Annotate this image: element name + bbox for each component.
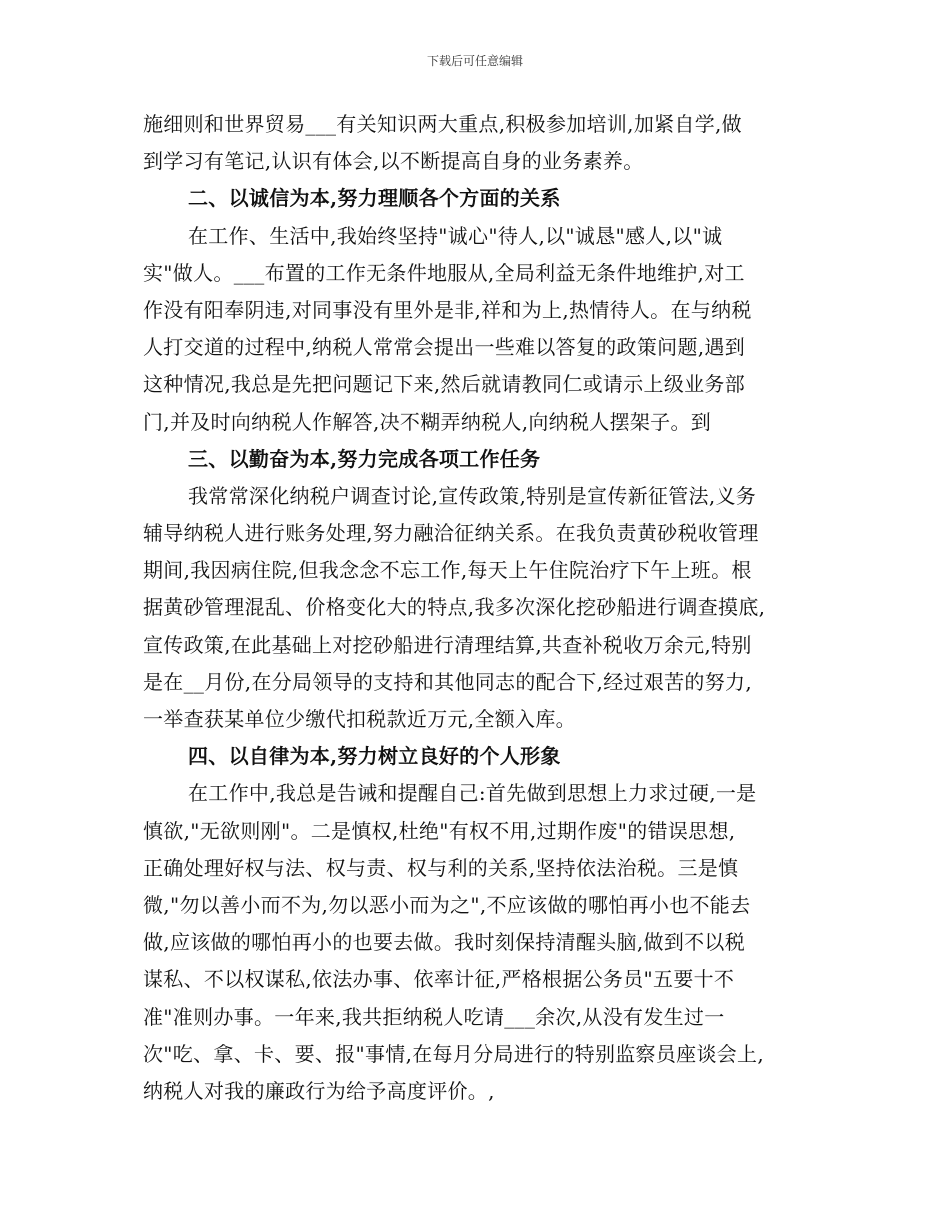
body-line: 辅导纳税人进行账务处理,努力融洽征纳关系。在我负责黄砂税收管理 bbox=[143, 521, 759, 546]
body-line: 作没有阳奉阴违,对同事没有里外是非,祥和为上,热情待人。在与纳税 bbox=[143, 297, 752, 322]
body-line: 一举查获某单位少缴代扣税款近万元,全额入库。 bbox=[143, 707, 576, 731]
section-heading: 二、以诚信为本,努力理顺各个方面的关系 bbox=[188, 186, 561, 211]
body-line: 次"吃、拿、卡、要、报"事情,在每月分局进行的特别监察员座谈会上, bbox=[143, 1041, 765, 1066]
body-line: 微,"勿以善小而不为,勿以恶小而为之",不应该做的哪怕再小也不能去 bbox=[143, 892, 751, 917]
body-line: 期间,我因病住院,但我念念不忘工作,每天上午住院治疗下午上班。根 bbox=[143, 558, 752, 583]
section-heading: 四、以自律为本,努力树立良好的个人形象 bbox=[188, 744, 561, 769]
body-line: 是在__月份,在分局领导的支持和其他同志的配合下,经过艰苦的努力, bbox=[143, 669, 752, 694]
body-line: 准"准则办事。一年来,我共拒纳税人吃请___余次,从没有发生过一 bbox=[143, 1004, 725, 1029]
body-line: 实"做人。___布置的工作无条件地服从,全局利益无条件地维护,对工 bbox=[143, 260, 745, 285]
body-line: 这种情况,我总是先把问题记下来,然后就请教同仁或请示上级业务部 bbox=[143, 372, 746, 397]
body-line: 在工作中,我总是告诫和提醒自己:首先做到思想上力求过硬,一是 bbox=[188, 781, 757, 806]
section-heading: 三、以勤奋为本,努力完成各项工作任务 bbox=[188, 446, 541, 471]
body-line: 门,并及时向纳税人作解答,决不糊弄纳税人,向纳税人摆架子。到 bbox=[143, 409, 712, 434]
body-line: 在工作、生活中,我始终坚持"诚心"待人,以"诚恳"感人,以"诚 bbox=[188, 223, 723, 248]
body-line: 纳税人对我的廉政行为给予高度评价。, bbox=[143, 1078, 495, 1103]
body-line: 到学习有笔记,认识有体会,以不断提高自身的业务素养。 bbox=[143, 149, 644, 174]
body-line: 我常常深化纳税户调查讨论,宣传政策,特别是宣传新征管法,义务 bbox=[188, 483, 757, 508]
body-line: 做,应该做的哪怕再小的也要去做。我时刻保持清醒头脑,做到不以税 bbox=[143, 930, 746, 955]
document-body bbox=[143, 106, 808, 1110]
body-line: 据黄砂管理混乱、价格变化大的特点,我多次深化挖砂船进行调查摸底, bbox=[143, 595, 766, 620]
body-line: 宣传政策,在此基础上对挖砂船进行清理结算,共查补税收万余元,特别 bbox=[143, 632, 752, 657]
page-header: 下载后可任意编辑 bbox=[426, 54, 523, 68]
body-line: 慎欲,"无欲则刚"。二是慎权,杜绝"有权不用,过期作废"的错误思想, bbox=[143, 818, 736, 843]
body-line: 人打交道的过程中,纳税人常常会提出一些难以答复的政策问题,遇到 bbox=[143, 335, 746, 360]
body-line: 施细则和世界贸易___有关知识两大重点,积极参加培训,加紧自学,做 bbox=[143, 112, 742, 136]
body-line: 正确处理好权与法、权与责、权与利的关系,坚持依法治税。三是慎 bbox=[143, 855, 739, 880]
body-line: 谋私、不以权谋私,依法办事、依率计征,严格根据公务员"五要十不 bbox=[143, 967, 735, 992]
